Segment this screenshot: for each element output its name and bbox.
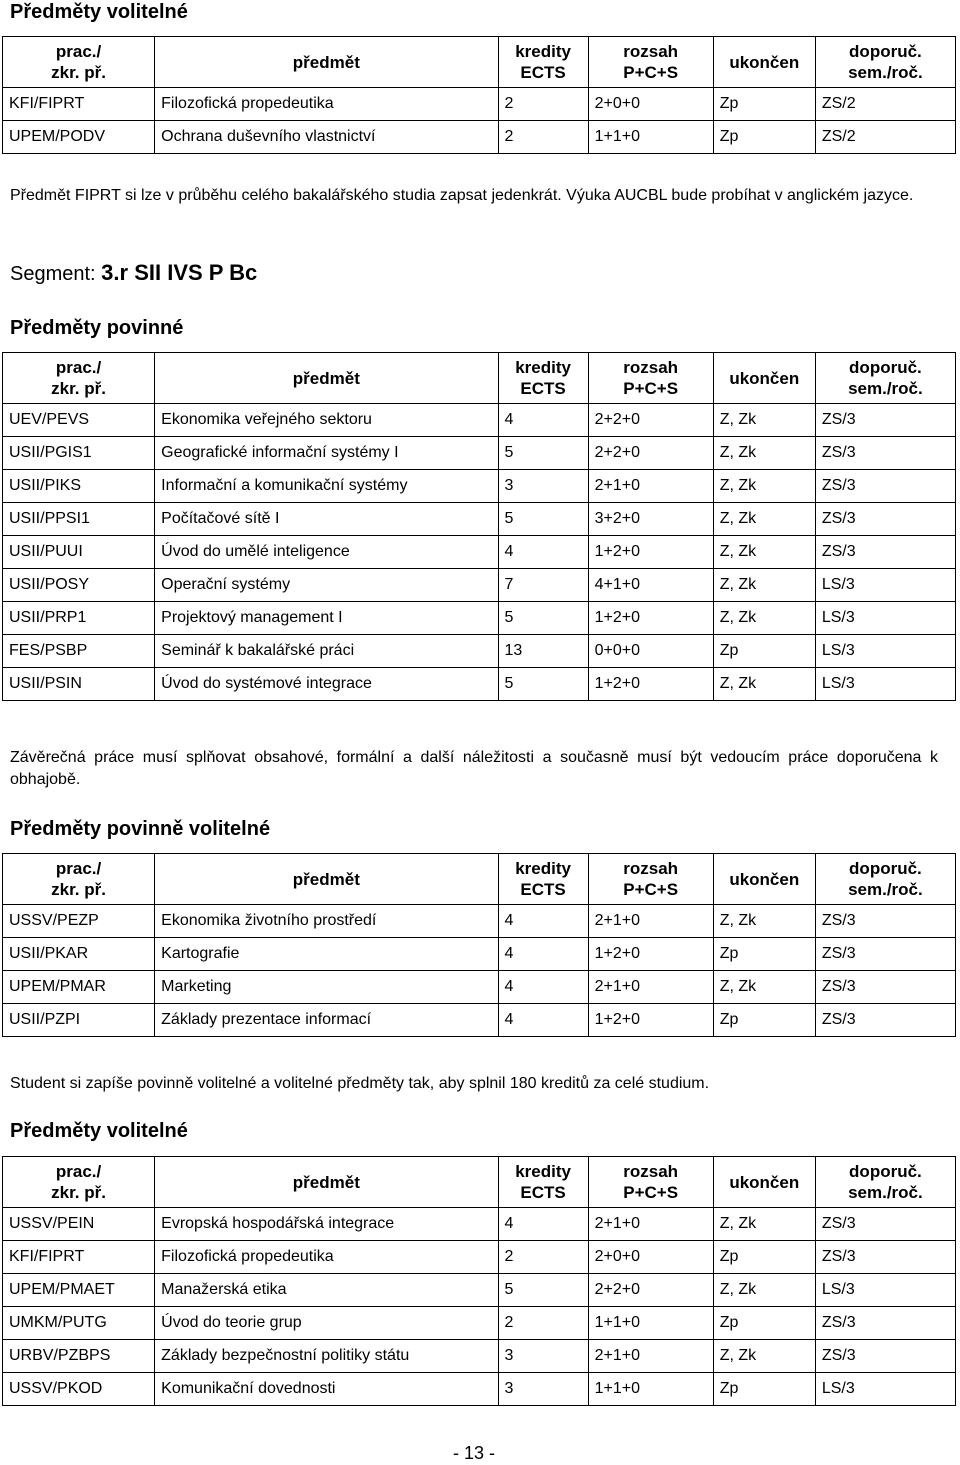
column-header-completion: ukončen	[713, 353, 815, 404]
table-row	[3, 1373, 956, 1406]
cell-hours: 2+1+0	[588, 1208, 713, 1241]
cell-code: USII/PSIN	[3, 668, 155, 701]
cell-completion: Zp	[713, 938, 815, 971]
cell-completion: Zp	[713, 88, 815, 121]
cell-name: Filozofická propedeutika	[155, 88, 498, 121]
cell-credits: 7	[498, 569, 588, 602]
table-row	[3, 503, 956, 536]
cell-name: Kartografie	[155, 938, 498, 971]
cell-hours: 2+1+0	[588, 971, 713, 1004]
cell-name: Filozofická propedeutika	[155, 1241, 498, 1274]
column-header-code: prac./ zkr. př.	[3, 37, 155, 88]
note-fiprt: Předmět FIPRT si lze v průběhu celého bakalářského studia zapsat jedenkrát. Výuka AUCBL bude probíhat v anglickém jazyce.	[10, 187, 914, 204]
cell-name: Komunikační dovednosti	[155, 1373, 498, 1406]
column-header-name: předmět	[155, 353, 498, 404]
column-header-name: předmět	[155, 37, 498, 88]
cell-credits: 2	[498, 121, 588, 154]
table-row	[3, 1307, 956, 1340]
table-row	[3, 1241, 956, 1274]
cell-name: Ochrana duševního vlastnictví	[155, 121, 498, 154]
column-header-credits: kredity ECTS	[498, 353, 588, 404]
table-row	[3, 635, 956, 668]
cell-hours: 2+1+0	[588, 905, 713, 938]
segment-value: 3.r SII IVS P Bc	[101, 260, 258, 285]
cell-semester: ZS/3	[815, 503, 955, 536]
cell-credits: 13	[498, 635, 588, 668]
section-title-povinne-volitelne: Předměty povinně volitelné	[10, 818, 271, 840]
cell-hours: 2+0+0	[588, 88, 713, 121]
cell-name: Základy bezpečnostní politiky státu	[155, 1340, 498, 1373]
cell-hours: 1+1+0	[588, 1373, 713, 1406]
cell-completion: Z, Zk	[713, 1340, 815, 1373]
cell-code: USII/POSY	[3, 569, 155, 602]
cell-completion: Zp	[713, 1004, 815, 1037]
cell-credits: 5	[498, 602, 588, 635]
table-row	[3, 602, 956, 635]
table-header-row	[3, 37, 956, 88]
cell-code: USII/PGIS1	[3, 437, 155, 470]
cell-hours: 1+1+0	[588, 121, 713, 154]
table-povinne-volitelne	[2, 853, 956, 1037]
column-header-code: prac./ zkr. př.	[3, 854, 155, 905]
cell-completion: Zp	[713, 1373, 815, 1406]
table-row	[3, 668, 956, 701]
column-header-code: prac./ zkr. př.	[3, 353, 155, 404]
cell-completion: Z, Zk	[713, 602, 815, 635]
table-header-row	[3, 1157, 956, 1208]
table-row	[3, 1004, 956, 1037]
cell-completion: Z, Zk	[713, 905, 815, 938]
cell-semester: LS/3	[815, 635, 955, 668]
cell-completion: Z, Zk	[713, 404, 815, 437]
cell-semester: ZS/2	[815, 88, 955, 121]
column-header-hours: rozsah P+C+S	[588, 1157, 713, 1208]
cell-semester: ZS/3	[815, 971, 955, 1004]
table-row	[3, 1274, 956, 1307]
cell-credits: 4	[498, 938, 588, 971]
cell-credits: 3	[498, 470, 588, 503]
cell-credits: 5	[498, 503, 588, 536]
column-header-completion: ukončen	[713, 37, 815, 88]
cell-semester: LS/3	[815, 1274, 955, 1307]
column-header-name: předmět	[155, 1157, 498, 1208]
cell-semester: ZS/3	[815, 938, 955, 971]
cell-code: USII/PUUI	[3, 536, 155, 569]
cell-hours: 2+1+0	[588, 470, 713, 503]
cell-name: Operační systémy	[155, 569, 498, 602]
cell-hours: 2+0+0	[588, 1241, 713, 1274]
cell-completion: Z, Zk	[713, 971, 815, 1004]
cell-credits: 5	[498, 668, 588, 701]
cell-code: USII/PZPI	[3, 1004, 155, 1037]
column-header-semester: doporuč. sem./roč.	[815, 37, 955, 88]
table-povinne	[2, 352, 956, 701]
cell-hours: 2+1+0	[588, 1340, 713, 1373]
column-header-code: prac./ zkr. př.	[3, 1157, 155, 1208]
cell-semester: ZS/3	[815, 1340, 955, 1373]
note-kredity: Student si zapíše povinně volitelné a volitelné předměty tak, aby splnil 180 kreditů za celé studium.	[10, 1075, 710, 1092]
cell-completion: Z, Zk	[713, 437, 815, 470]
table-row	[3, 569, 956, 602]
cell-hours: 1+2+0	[588, 536, 713, 569]
cell-completion: Z, Zk	[713, 1208, 815, 1241]
cell-completion: Z, Zk	[713, 503, 815, 536]
cell-semester: LS/3	[815, 668, 955, 701]
cell-name: Evropská hospodářská integrace	[155, 1208, 498, 1241]
cell-hours: 2+2+0	[588, 437, 713, 470]
column-header-hours: rozsah P+C+S	[588, 854, 713, 905]
cell-hours: 1+2+0	[588, 938, 713, 971]
cell-hours: 1+2+0	[588, 668, 713, 701]
cell-code: KFI/FIPRT	[3, 88, 155, 121]
cell-code: KFI/FIPRT	[3, 1241, 155, 1274]
cell-credits: 3	[498, 1340, 588, 1373]
cell-code: FES/PSBP	[3, 635, 155, 668]
cell-name: Projektový management I	[155, 602, 498, 635]
cell-semester: ZS/3	[815, 437, 955, 470]
cell-semester: LS/3	[815, 602, 955, 635]
cell-credits: 4	[498, 1004, 588, 1037]
cell-semester: ZS/3	[815, 470, 955, 503]
cell-hours: 0+0+0	[588, 635, 713, 668]
cell-semester: LS/3	[815, 569, 955, 602]
cell-code: URBV/PZBPS	[3, 1340, 155, 1373]
cell-code: UPEM/PMAR	[3, 971, 155, 1004]
column-header-semester: doporuč. sem./roč.	[815, 353, 955, 404]
cell-semester: ZS/3	[815, 404, 955, 437]
cell-name: Základy prezentace informací	[155, 1004, 498, 1037]
table-row	[3, 1340, 956, 1373]
cell-credits: 2	[498, 88, 588, 121]
section-title-volitelne: Předměty volitelné	[10, 1120, 188, 1142]
column-header-semester: doporuč. sem./roč.	[815, 1157, 955, 1208]
cell-name: Seminář k bakalářské práci	[155, 635, 498, 668]
column-header-credits: kredity ECTS	[498, 1157, 588, 1208]
cell-semester: ZS/3	[815, 1241, 955, 1274]
table-row	[3, 470, 956, 503]
table-row	[3, 536, 956, 569]
cell-code: USII/PIKS	[3, 470, 155, 503]
table-volitelne-top	[2, 36, 956, 154]
cell-semester: LS/3	[815, 1373, 955, 1406]
table-row	[3, 971, 956, 1004]
cell-code: USSV/PEZP	[3, 905, 155, 938]
section-title-volitelne-top: Předměty volitelné	[10, 1, 188, 23]
cell-code: UMKM/PUTG	[3, 1307, 155, 1340]
table-row	[3, 121, 956, 154]
cell-semester: ZS/2	[815, 121, 955, 154]
cell-completion: Z, Zk	[713, 668, 815, 701]
table-row	[3, 1208, 956, 1241]
cell-name: Ekonomika životního prostředí	[155, 905, 498, 938]
cell-completion: Z, Zk	[713, 536, 815, 569]
cell-credits: 2	[498, 1307, 588, 1340]
cell-name: Úvod do systémové integrace	[155, 668, 498, 701]
note-zaverecna: Závěrečná práce musí splňovat obsahové, formální a další náležitosti a současně musí být vedoucím práce doporučena k obhajobě.	[10, 749, 938, 788]
cell-semester: ZS/3	[815, 1004, 955, 1037]
cell-name: Ekonomika veřejného sektoru	[155, 404, 498, 437]
cell-completion: Z, Zk	[713, 470, 815, 503]
column-header-hours: rozsah P+C+S	[588, 353, 713, 404]
table-header-row	[3, 854, 956, 905]
cell-name: Úvod do teorie grup	[155, 1307, 498, 1340]
cell-credits: 2	[498, 1241, 588, 1274]
cell-code: USII/PKAR	[3, 938, 155, 971]
cell-name: Informační a komunikační systémy	[155, 470, 498, 503]
table-row	[3, 404, 956, 437]
cell-semester: ZS/3	[815, 536, 955, 569]
cell-name: Manažerská etika	[155, 1274, 498, 1307]
cell-hours: 1+1+0	[588, 1307, 713, 1340]
column-header-semester: doporuč. sem./roč.	[815, 854, 955, 905]
cell-credits: 5	[498, 437, 588, 470]
table-row	[3, 938, 956, 971]
table-header-row	[3, 353, 956, 404]
column-header-completion: ukončen	[713, 854, 815, 905]
cell-hours: 4+1+0	[588, 569, 713, 602]
column-header-credits: kredity ECTS	[498, 37, 588, 88]
cell-completion: Z, Zk	[713, 1274, 815, 1307]
cell-code: USSV/PEIN	[3, 1208, 155, 1241]
cell-hours: 2+2+0	[588, 1274, 713, 1307]
cell-hours: 1+2+0	[588, 602, 713, 635]
column-header-credits: kredity ECTS	[498, 854, 588, 905]
table-row	[3, 905, 956, 938]
cell-semester: ZS/3	[815, 905, 955, 938]
cell-hours: 1+2+0	[588, 1004, 713, 1037]
section-title-povinne: Předměty povinné	[10, 317, 184, 339]
cell-code: UPEM/PMAET	[3, 1274, 155, 1307]
cell-credits: 4	[498, 404, 588, 437]
cell-hours: 3+2+0	[588, 503, 713, 536]
cell-semester: ZS/3	[815, 1208, 955, 1241]
cell-credits: 3	[498, 1373, 588, 1406]
column-header-completion: ukončen	[713, 1157, 815, 1208]
cell-credits: 4	[498, 1208, 588, 1241]
cell-completion: Z, Zk	[713, 569, 815, 602]
cell-code: USSV/PKOD	[3, 1373, 155, 1406]
cell-code: USII/PPSI1	[3, 503, 155, 536]
cell-code: USII/PRP1	[3, 602, 155, 635]
table-row	[3, 437, 956, 470]
cell-name: Úvod do umělé inteligence	[155, 536, 498, 569]
cell-name: Geografické informační systémy I	[155, 437, 498, 470]
cell-credits: 4	[498, 971, 588, 1004]
cell-credits: 4	[498, 536, 588, 569]
cell-hours: 2+2+0	[588, 404, 713, 437]
page-number: - 13 -	[452, 1443, 495, 1463]
cell-credits: 5	[498, 1274, 588, 1307]
segment-label: Segment:	[10, 263, 96, 285]
cell-name: Marketing	[155, 971, 498, 1004]
cell-name: Počítačové sítě I	[155, 503, 498, 536]
cell-code: UEV/PEVS	[3, 404, 155, 437]
column-header-hours: rozsah P+C+S	[588, 37, 713, 88]
table-volitelne	[2, 1156, 956, 1406]
column-header-name: předmět	[155, 854, 498, 905]
cell-completion: Zp	[713, 121, 815, 154]
cell-semester: ZS/3	[815, 1307, 955, 1340]
table-row	[3, 88, 956, 121]
cell-completion: Zp	[713, 635, 815, 668]
segment-line	[10, 260, 257, 287]
cell-credits: 4	[498, 905, 588, 938]
cell-code: UPEM/PODV	[3, 121, 155, 154]
cell-completion: Zp	[713, 1241, 815, 1274]
cell-completion: Zp	[713, 1307, 815, 1340]
